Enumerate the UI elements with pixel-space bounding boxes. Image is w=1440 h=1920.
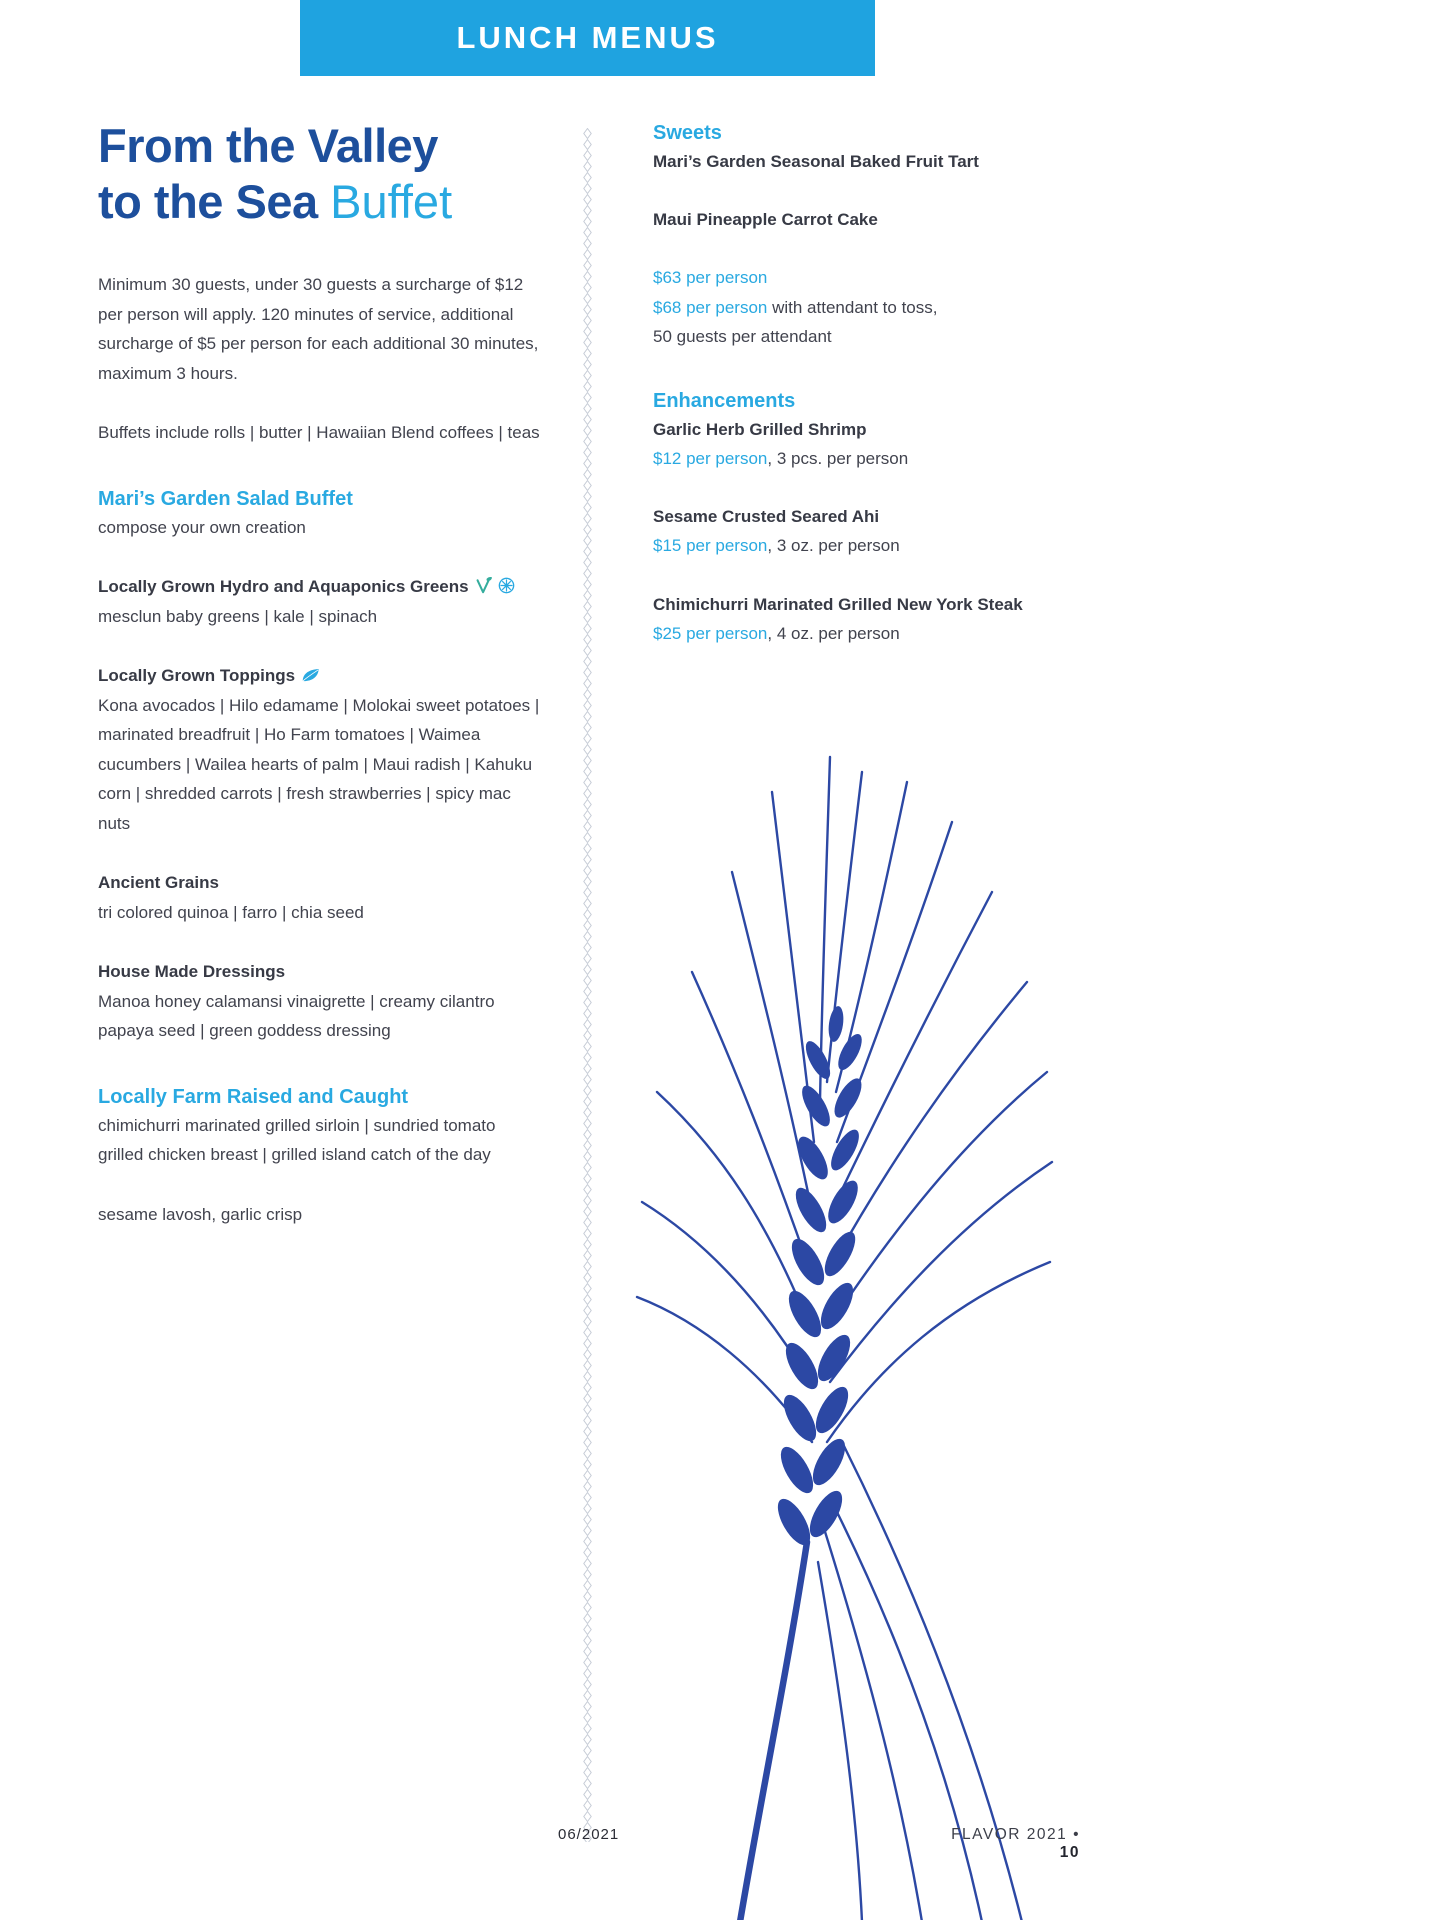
section-heading-salad-buffet: Mari’s Garden Salad Buffet xyxy=(98,487,353,510)
sweets-price-1: $63 per person xyxy=(653,268,768,287)
page-title-line1: From the Valley xyxy=(98,119,438,172)
sweets-pricing xyxy=(653,263,1125,352)
sweets-price-2-amount: $68 per person xyxy=(653,297,768,317)
section-heading-enhancements: Enhancements xyxy=(653,389,796,412)
footer-brand xyxy=(930,1826,1080,1862)
menu-item xyxy=(98,957,543,1046)
item-portion: , 3 oz. per person xyxy=(767,536,900,555)
item-name-row xyxy=(98,661,543,691)
farm-raised-accompaniment: sesame lavosh, garlic crisp xyxy=(98,1204,303,1224)
item-name: Locally Grown Hydro and Aquaponics Greens xyxy=(98,577,469,596)
item-portion: , 4 oz. per person xyxy=(767,623,900,643)
left-column xyxy=(98,118,543,1229)
item-price-line xyxy=(653,444,1125,474)
menu-item xyxy=(98,572,543,631)
item-name: House Made Dressings xyxy=(98,962,286,981)
intro-terms: Minimum 30 guests, under 30 guests a surcharge of $12 per person will apply. 120 minutes of service, additional surcharge of $5 per person for each additional 30 minutes, maximum 3 hours. xyxy=(98,275,539,383)
item-desc: Manoa honey calamansi vinaigrette | creamy cilantro papaya seed | green goddess dressing xyxy=(98,991,495,1040)
item-name: Chimichurri Marinated Grilled New York Steak xyxy=(653,594,1023,614)
sweets-item: Mari’s Garden Seasonal Baked Fruit Tart xyxy=(653,152,979,171)
footer-page-number: 10 xyxy=(1059,1844,1080,1861)
page-title-suffix: Buffet xyxy=(330,175,453,228)
enhancement-item xyxy=(653,502,1125,561)
item-price-line xyxy=(653,531,1125,561)
page-title xyxy=(98,118,543,230)
intro-includes: Buffets include rolls | butter | Hawaiian Blend coffees | teas xyxy=(98,423,540,442)
sweets-price-2 xyxy=(653,293,1125,323)
sustainable-icon xyxy=(498,577,515,594)
column-divider xyxy=(583,128,592,1847)
menu-item xyxy=(98,661,543,838)
item-desc: tri colored quinoa | farro | chia seed xyxy=(98,902,364,922)
item-desc: Kona avocados | Hilo edamame | Molokai sweet potatoes | marinated breadfruit | Ho Farm tomatoes | Waimea cucumbers | Wailea hearts of palm | Maui radish | Kahuku corn | shredded carrots | fresh strawberries | spicy mac nuts xyxy=(98,695,540,833)
sweets-price-3: 50 guests per attendant xyxy=(653,327,832,346)
footer-brand-name: FLAVOR 2021 xyxy=(951,1826,1068,1843)
salad-buffet-tagline: compose your own creation xyxy=(98,517,306,537)
banner xyxy=(300,0,875,76)
sweets-price-2-detail: with attendant to toss, xyxy=(767,297,938,317)
farm-raised-desc: chimichurri marinated grilled sirloin | sundried tomato grilled chicken breast | grilled island catch of the day xyxy=(98,1115,496,1164)
page-title-line2 xyxy=(98,174,543,230)
menu-item xyxy=(98,868,543,927)
vegan-icon xyxy=(475,576,492,594)
leaf-icon xyxy=(301,667,320,683)
item-price: $15 per person xyxy=(653,536,768,555)
footer-date: 06/2021 xyxy=(558,1826,620,1843)
item-name: Locally Grown Toppings xyxy=(98,666,296,685)
wheat-illustration xyxy=(622,742,1062,1920)
item-price-line xyxy=(653,619,1125,649)
sweets-item: Maui Pineapple Carrot Cake xyxy=(653,210,878,229)
page-title-line2-bold: to the Sea xyxy=(98,175,318,228)
section-heading-farm-raised: Locally Farm Raised and Caught xyxy=(98,1085,409,1108)
enhancement-item xyxy=(653,590,1125,649)
enhancement-item xyxy=(653,415,1125,474)
item-name: Garlic Herb Grilled Shrimp xyxy=(653,419,867,439)
right-column xyxy=(653,122,1125,648)
section-heading-sweets: Sweets xyxy=(653,122,722,144)
item-price: $12 per person xyxy=(653,448,768,468)
footer-separator: • xyxy=(1073,1826,1080,1843)
item-name: Sesame Crusted Seared Ahi xyxy=(653,507,880,526)
banner-title: LUNCH MENUS xyxy=(456,20,719,55)
item-price: $25 per person xyxy=(653,623,768,643)
item-name-row xyxy=(98,572,543,602)
item-desc: mesclun baby greens | kale | spinach xyxy=(98,606,378,626)
item-portion: , 3 pcs. per person xyxy=(767,448,909,468)
item-name: Ancient Grains xyxy=(98,873,219,892)
